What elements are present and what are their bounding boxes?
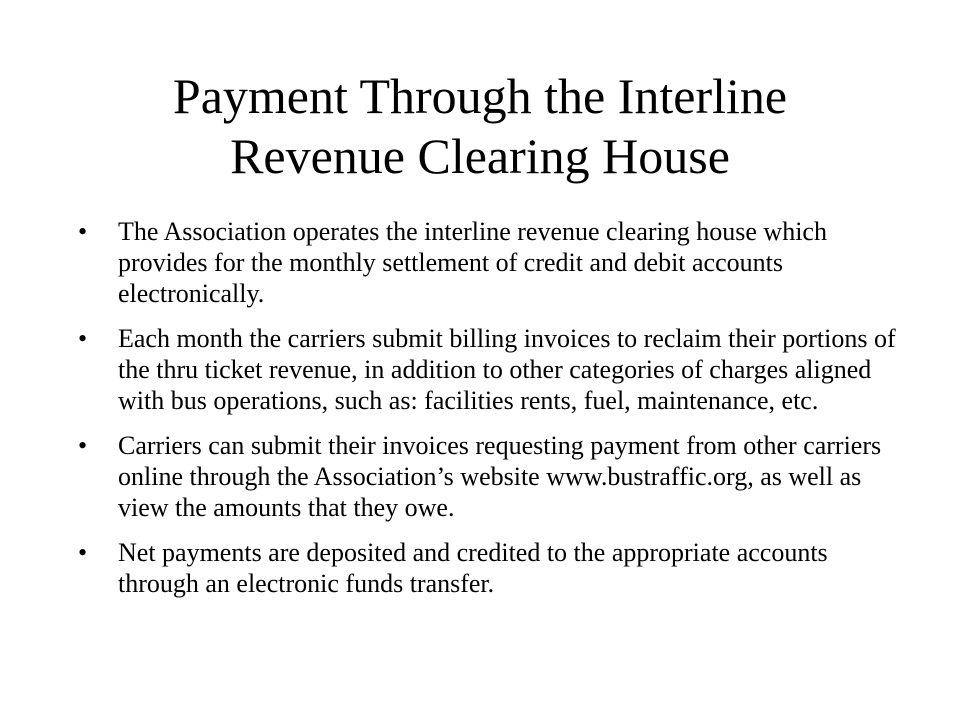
bullet-item-1 — [72, 216, 902, 309]
bullet-text-1: The Association operates the interline revenue clearing house which provides for the monthly settlement of credit and debit accounts electronically. — [118, 217, 827, 308]
bullet-list — [72, 216, 902, 613]
bullet-dot-icon: • — [78, 538, 88, 567]
bullet-item-2 — [72, 323, 902, 416]
bullet-item-4 — [72, 537, 902, 599]
bullet-dot-icon: • — [78, 217, 88, 246]
slide-title-line-1: Payment Through the Interline — [172, 68, 788, 124]
slide-title-line-2: Revenue Clearing House — [230, 128, 730, 184]
bullet-dot-icon: • — [78, 431, 88, 460]
bullet-text-3: Carriers can submit their invoices requesting payment from other carriers online through the Association’s website www.bustraffic.org, as well as view the amounts that they owe. — [118, 431, 882, 522]
bullet-text-2: Each month the carriers submit billing invoices to reclaim their portions of the thru ticket revenue, in addition to other categories of charges aligned with bus operations, such as: facilities rents, fuel, maintenance, etc. — [118, 324, 896, 415]
bullet-item-3 — [72, 430, 902, 523]
slide-title — [40, 66, 920, 186]
bullet-text-4: Net payments are deposited and credited to the appropriate accounts through an electronic funds transfer. — [118, 538, 828, 598]
bullet-dot-icon: • — [78, 324, 88, 353]
